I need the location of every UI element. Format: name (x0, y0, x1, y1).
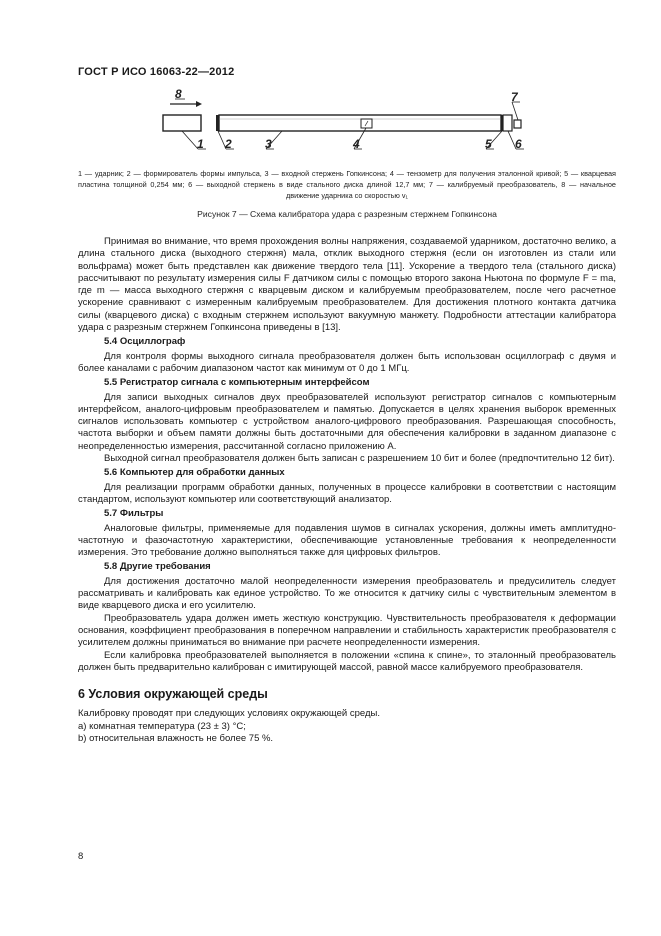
section-5-8-text-2: Преобразователь удара должен иметь жесткую конструкцию. Чувствительность преобразователя к деформации основания, коэффициент преобразования в поперечном направлении и стабильность характеристик преобразователя с усилителем должны приниматься во внимание при расчете неопределенности измерения. (78, 612, 616, 649)
section-6-item-b: b) относительная влажность не более 75 %. (78, 732, 274, 744)
main-content (78, 236, 616, 745)
section-5-6-title: 5.6 Компьютер для обработки данных (104, 467, 285, 479)
section-5-5-title: 5.5 Регистратор сигнала с компьютерным интерфейсом (104, 377, 370, 389)
section-5-6-text: Для реализации программ обработки данных, полученных в процессе калибровки в соответствии с настоящим стандартом, используют компьютер или соответствующий анализатор. (78, 481, 616, 505)
label-7: 7 (511, 90, 518, 104)
page-number: 8 (78, 851, 84, 862)
label-8: 8 (175, 87, 182, 101)
calibrated-transducer (514, 120, 521, 128)
paragraph-rigid-body: Принимая во внимание, что время прохождения волны напряжения, создаваемой ударником, достаточно велико, а длина стального диска (выходного стержня) мала, отклик выходного стержня (если он изготовлен из стали или вольфрама) может быть представлен как движение твердого тела [11]. Ускорение a твердого тела (стального диска) рассчитывают по результату измерения силы F датчиком силы с помощью второго закона Ньютона по формуле F = ma, где m — масса выходного стержня с кварцевым диском и калибруемым преобразователем, после чего расчетное ускорение сравнивают с измеренным калибруемым преобразователем. Для достижения плотного контакта датчика силы (кварцевого диска) с входным стержнем используют вакуумную манжету. Подробности аттестации калибратора удара с разрезным стержнем Гопкинсона приведены в [13]. (78, 236, 616, 334)
figure-caption: Рисунок 7 — Схема калибратора удара с разрезным стержнем Гопкинсона (197, 209, 497, 219)
hopkinson-bar-diagram (160, 86, 540, 166)
section-6-title: 6 Условия окружающей среды (78, 687, 268, 702)
section-5-4-title: 5.4 Осциллограф (104, 336, 186, 348)
label-5: 5 (485, 137, 492, 151)
section-5-8-title: 5.8 Другие требования (104, 561, 211, 573)
hopkinson-bar-figure (160, 86, 540, 166)
output-steel-disc (503, 115, 512, 131)
label-4: 4 (353, 137, 360, 151)
section-5-5-text-1: Для записи выходных сигналов двух преобразователей используют регистратор сигналов с компьютерным интерфейсом, аналого-цифровым преобразователем и памятью. Допускается в целях хранения выборок временных сигналов использовать компьютер с устройством аналого-цифрового преобразования. Разрешающая способность, частота выборки и объем памяти должны быть достаточными для обеспечения калибровки в заданном диапазоне с неопределенностью измерения, рассчитанной согласно приложению А. (78, 391, 616, 452)
striker-motion-arrowhead (196, 101, 202, 107)
section-5-7-title: 5.7 Фильтры (104, 508, 164, 520)
label-3: 3 (265, 137, 272, 151)
section-6-text: Калибровку проводят при следующих условиях окружающей среды. (78, 708, 380, 720)
section-5-8-text-1: Для достижения достаточно малой неопределенности измерения преобразователь и предусилитель следует рассматривать и калибровать как единое устройство. То же относится к датчику силы с чувствительным элементом в виде кварцевого диска и его усилителю. (78, 575, 616, 612)
section-5-4-text: Для контроля формы выходного сигнала преобразователя должен быть использован осциллограф с двумя и более каналами с рабочим диапазоном частот как минимум от 0 до 1 МГц. (78, 350, 616, 374)
figure-legend: 1 — ударник; 2 — формирователь формы импульса, 3 — входной стержень Гопкинсона; 4 — тензометр для получения эталонной кривой; 5 — кварцевая пластина толщиной 0,254 мм; 6 — выходной стержень в виде стального диска длиной 12,7 мм; 7 — калибруемый преобразователь, 8 — начальное движение ударника со скоростью v₁ (78, 169, 616, 200)
section-5-7-text: Аналоговые фильтры, применяемые для подавления шумов в сигналах ускорения, должны иметь амплитудно-частотную и фазочастотную характеристики, обеспечивающие установленные требования к неопределенности измерения. Это требование должно выполняться также для цифровых фильтров. (78, 522, 616, 559)
section-6-item-a: a) комнатная температура (23 ± 3) °C; (78, 720, 246, 732)
section-5-8-text-3: Если калибровка преобразователей выполняется в положении «спина к спине», то эталонный преобразователь должен быть предварительно калиброван с имитирующей массой, равной массе калибруемого преобразователя. (78, 649, 616, 673)
striker (163, 115, 201, 131)
label-2: 2 (225, 137, 232, 151)
document-header: ГОСТ Р ИСО 16063-22—2012 (78, 66, 235, 78)
label-1: 1 (197, 137, 204, 151)
section-5-5-text-2: Выходной сигнал преобразователя должен быть записан с разрешением 10 бит и более (предпочтительно 12 бит). (104, 453, 615, 465)
label-6: 6 (515, 137, 522, 151)
input-hopkinson-bar (219, 115, 501, 131)
